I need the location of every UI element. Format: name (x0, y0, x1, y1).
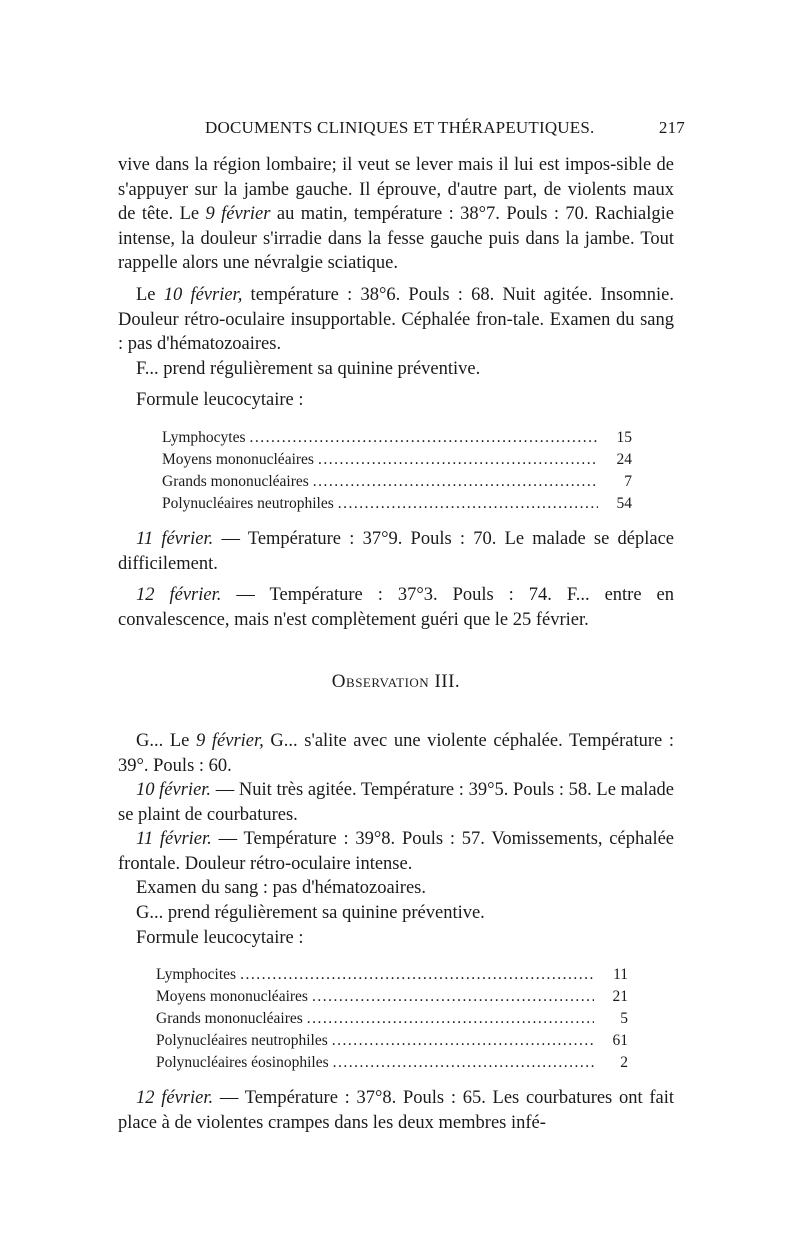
paragraph: Formule leucocytaire : (136, 927, 304, 948)
table-row: Polynucléaires neutrophiles ..... 54 (162, 493, 632, 515)
paragraph: 11 février. — Température : 37°9. Pouls : 70. Le malade se déplace difficilement. (118, 528, 675, 574)
date: 9 février (205, 204, 271, 225)
observation-heading: Observation III. (331, 671, 461, 693)
date: 11 février. (136, 829, 212, 850)
date: 12 février. (136, 1088, 214, 1109)
paragraph: vive dans la région lombaire; il veut se lever mais il lui est impos-sible de s'appuyer sur la jambe gauche. Il éprouve, d'autre part, de violents maux de tête. Le 9 février au matin, température : 38°7. Pouls : 70. Rachialgie intense, la douleur s'irradie dans la fesse gauche puis dans la jambe. Tout rappelle alors une névralgie sciatique. (118, 155, 675, 274)
leucocyte-table-1 (162, 427, 632, 515)
table-row: Lymphocites ..... 11 (156, 964, 628, 986)
paragraph: G... Le 9 février, G... s'alite avec une violente céphalée. Température : 39°. Pouls : 60. (118, 730, 674, 776)
table-row: Moyens mononucléaires ..... 21 (156, 986, 628, 1008)
paragraph: Le 10 février, température : 38°6. Pouls : 68. Nuit agitée. Insomnie. Douleur rétro-oculaire insupportable. Céphalée fron-tale. Examen du sang : pas d'hématozoaires. (118, 284, 675, 355)
date: 12 février. (136, 585, 222, 606)
paragraph: G... prend régulièrement sa quinine préventive. (136, 903, 485, 924)
leucocyte-table-2 (156, 964, 628, 1074)
date: 10 février, (163, 284, 243, 305)
paragraph: 12 février. — Température : 37°8. Pouls : 65. Les courbatures ont fait place à de violentes crampes dans les deux membres infé- (118, 1088, 674, 1133)
running-title: DOCUMENTS CLINIQUES ET THÉRAPEUTIQUES. (205, 118, 595, 137)
page-body (118, 153, 674, 1135)
date: 11 février. (136, 528, 214, 549)
table-row: Lymphocytes ..... 15 (162, 427, 632, 449)
paragraph: 12 février. — Température : 37°3. Pouls : 74. F... entre en convalescence, mais n'est complètement guéri que le 25 février. (118, 585, 674, 630)
table-row: Grands mononucléaires ..... 5 (156, 1008, 628, 1030)
table-row: Moyens mononucléaires ..... 24 (162, 449, 632, 471)
paragraph: F... prend régulièrement sa quinine préventive. (136, 358, 481, 379)
table-row: Grands mononucléaires ..... 7 (162, 471, 632, 493)
date: 10 février. (136, 780, 212, 801)
table-row: Polynucléaires neutrophiles ..... 61 (156, 1030, 628, 1052)
paragraph: 10 février. — Nuit très agitée. Température : 39°5. Pouls : 58. Le malade se plaint de courbatures. (118, 780, 675, 825)
table-row: Polynucléaires éosinophiles ..... 2 (156, 1052, 628, 1074)
paragraph: Examen du sang : pas d'hématozoaires. (136, 878, 426, 899)
page-number: 217 (658, 118, 685, 137)
paragraph: Formule leucocytaire : (136, 390, 304, 411)
date: 9 février, (196, 730, 264, 751)
paragraph: 11 février. — Température : 39°8. Pouls : 57. Vomissements, céphalée frontale. Douleur rétro-oculaire intense. (118, 829, 675, 874)
